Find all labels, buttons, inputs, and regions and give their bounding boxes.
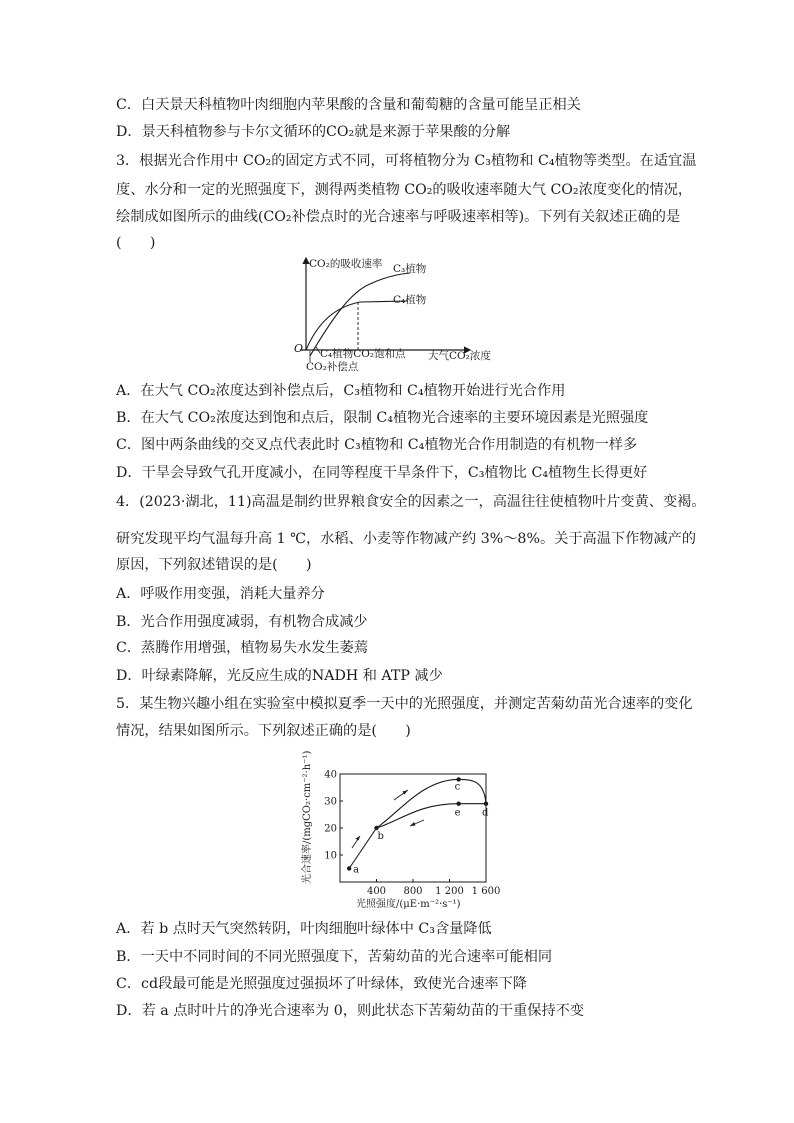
q5-point-b (374, 826, 378, 830)
q5-x-tick-label: 1 200 (435, 886, 464, 897)
q3-stem-line: 3．根据光合作用中 CO₂的固定方式不同，可将植物分为 C₃植物和 C₄植物等类型。在适宜温 (116, 153, 697, 169)
q5-x-label: 光照强度/(μE·m⁻²·s⁻¹) (356, 899, 461, 910)
q4-stem-line: 4．(2023·湖北，11)高温是制约世界粮食安全的因素之一，高温往往使植物叶片变黄、变褐。 (116, 494, 706, 510)
q5-x-tick-label: 800 (403, 886, 423, 897)
q3-origin: O (294, 342, 304, 355)
q5-point-label-c: c (454, 781, 461, 793)
q3-stem-line: ( ) (116, 235, 156, 251)
q3-c3-curve (310, 273, 410, 356)
q3-co2-absorption-chart (290, 252, 520, 377)
q5-upper-curve (349, 779, 486, 868)
q3-compensation-label: CO₂补偿点 (306, 361, 359, 373)
q5-y-tick-label: 40 (324, 769, 337, 781)
q5-option-d: D．若 a 点时叶片的净光合速率为 0，则此状态下苦菊幼苗的干重保持不变 (116, 1003, 585, 1019)
q5-point-e (456, 802, 460, 806)
q2-option-d: D．景天科植物参与卡尔文循环的CO₂就是来源于苹果酸的分解 (116, 124, 511, 140)
q5-y-label: 光合速率/(mgCO₂·cm⁻²·h⁻¹) (302, 750, 313, 884)
q4-option-d: D．叶绿素降解，光反应生成的NADH 和 ATP 减少 (116, 668, 443, 684)
q4-option-b: B．光合作用强度减弱，有机物合成减少 (116, 614, 368, 630)
q3-x-label: 大气CO₂浓度 (428, 350, 491, 362)
q5-point-label-b: b (377, 831, 384, 842)
q5-arrow-down-head (410, 822, 416, 826)
q3-saturation-label: C₄植物CO₂饱和点 (320, 348, 406, 360)
q5-y-tick-label: 20 (324, 823, 337, 835)
q5-stem-line: 5．某生物兴趣小组在实验室中模拟夏季一天中的光照强度，并测定苦菊幼苗光合速率的变化 (116, 696, 693, 712)
q3-option-a: A．在大气 CO₂浓度达到补偿点后，C₃植物和 C₄植物开始进行光合作用 (116, 383, 566, 399)
q4-option-c: C．蒸腾作用增强，植物易失水发生萎蔫 (116, 640, 369, 656)
q3-option-d: D．干旱会导致气孔开度减小，在同等程度干旱条件下，C₃植物比 C₄植物生长得更好 (116, 465, 648, 481)
q3-option-b: B．在大气 CO₂浓度达到饱和点后，限制 C₄植物光合速率的主要环境因素是光照强度 (116, 410, 649, 426)
q5-x-tick-label: 1 600 (471, 886, 501, 897)
q3-stem-line: 度、水分和一定的光照强度下，测得两类植物 CO₂的吸收速率随大气 CO₂浓度变化的情况， (116, 182, 693, 198)
q5-y-tick-label: 10 (324, 850, 337, 862)
q5-point-label-a: a (353, 864, 360, 876)
q5-option-b: B．一天中不同时间的不同光照强度下，苦菊幼苗的光合速率可能相同 (116, 949, 553, 965)
q4-stem-line: 研究发现平均气温每升高 1 ℃，水稻、小麦等作物减产约 3%～8%。关于高温下作物减产的 (116, 531, 697, 547)
q3-c4-label: C₄植物 (393, 294, 427, 306)
q5-point-label-e: e (454, 807, 461, 819)
q5-point-d (484, 802, 488, 806)
q3-c3-label: C₃植物 (393, 263, 427, 275)
q3-stem-line: 绘制成如图所示的曲线(CO₂补偿点时的光合速率与呼吸速率相等)。下列有关叙述正确的是 (116, 209, 681, 225)
q5-point-label-d: d (482, 807, 489, 819)
q3-option-c: C．图中两条曲线的交叉点代表此时 C₃植物和 C₄植物光合作用制造的有机物一样多 (116, 437, 638, 453)
q2-option-c: C．白天景天科植物叶肉细胞内苹果酸的含量和葡萄糖的含量可能呈正相关 (116, 97, 581, 113)
q3-c4-curve (306, 301, 408, 350)
q5-arrow-up-1-head (356, 836, 361, 841)
q3-y-label: CO₂的吸收速率 (309, 258, 383, 270)
q5-photosynthesis-chart (296, 750, 501, 912)
q5-y-tick-label: 30 (324, 796, 337, 808)
q4-option-a: A．呼吸作用变强，消耗大量养分 (116, 586, 325, 602)
q5-stem-line: 情况，结果如图所示。下列叙述正确的是( ) (116, 723, 411, 739)
q5-x-tick-label: 400 (366, 886, 387, 897)
q5-option-a: A．若 b 点时天气突然转阴，叶肉细胞叶绿体中 C₃含量降低 (116, 921, 492, 937)
q4-stem-line: 原因，下列叙述错误的是( ) (116, 557, 312, 573)
q5-lower-curve (377, 804, 487, 828)
q5-point-a (347, 866, 351, 870)
q5-option-c: C．cd段最可能是光照强度过强损坏了叶绿体，致使光合速率下降 (116, 976, 527, 992)
q5-plot-frame (340, 774, 486, 882)
